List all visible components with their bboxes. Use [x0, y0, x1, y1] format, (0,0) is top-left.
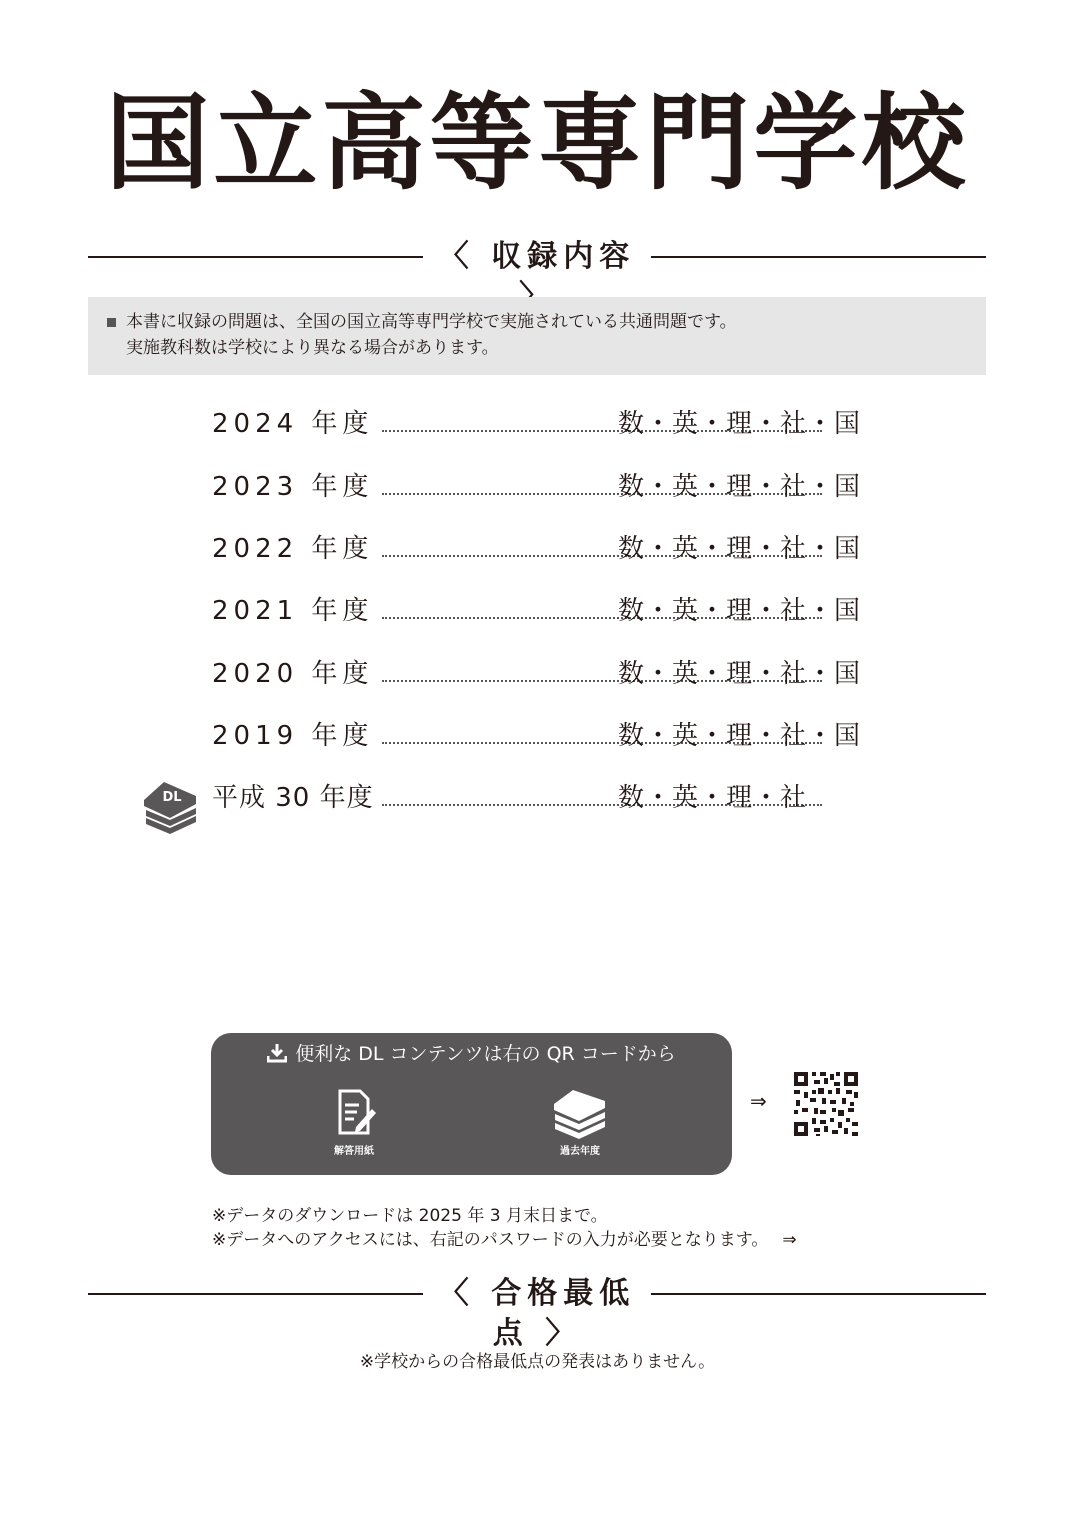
dl-badge-label: DL — [162, 790, 182, 805]
note-line-2: 実施教科数は学校により異なる場合があります。 — [126, 338, 499, 358]
download-icon — [267, 1043, 287, 1063]
contents-section-label: 〈 収録内容 — [438, 239, 636, 274]
subject-list: 数・英・理・社・国 — [618, 596, 862, 626]
note-box — [88, 297, 986, 375]
min-score-note: ※学校からの合格最低点の発表はありません。 — [359, 1352, 716, 1372]
divider-left — [88, 256, 423, 258]
answer-sheet-label: 解答用紙 — [334, 1146, 374, 1157]
answer-sheet-item — [294, 1087, 414, 1159]
divider-right — [651, 256, 986, 258]
footnote-password-text: ※データへのアクセスには、右記のパスワードの入力が必要となります。 — [212, 1230, 769, 1250]
subject-list: 数・英・理・社・国 — [618, 721, 862, 751]
dl-books-icon — [140, 778, 200, 834]
year-row-dl — [212, 778, 872, 818]
book-stack-icon — [551, 1087, 609, 1139]
past-years-label: 過去年度 — [560, 1146, 600, 1157]
footnote-download-deadline: ※データのダウンロードは 2025 年 3 月末日まで。 — [212, 1206, 608, 1226]
year-label: 2019 年度 — [212, 721, 374, 751]
answer-sheet-icon — [328, 1087, 380, 1139]
year-row — [212, 591, 872, 631]
subject-list: 数・英・理・社・国 — [618, 472, 862, 502]
year-label: 2023 年度 — [212, 472, 374, 502]
divider-left — [88, 1293, 423, 1295]
min-score-section-header — [88, 1274, 986, 1351]
note-line-1: 本書に収録の問題は、全国の国立高等専門学校で実施されている共通問題です。 — [126, 312, 737, 332]
year-row — [212, 467, 872, 507]
year-label: 2024 年度 — [212, 409, 374, 439]
dl-content-panel — [211, 1033, 732, 1175]
year-label: 2022 年度 — [212, 534, 374, 564]
year-label: 2020 年度 — [212, 659, 374, 689]
subject-list: 数・英・理・社・国 — [618, 534, 862, 564]
subject-list: 数・英・理・社・国 — [618, 659, 862, 689]
subject-list: 数・英・理・社 — [618, 783, 808, 813]
past-years-item — [520, 1087, 640, 1159]
footnote-password — [212, 1228, 797, 1252]
dl-panel-heading — [211, 1041, 732, 1067]
year-row — [212, 529, 872, 569]
dl-panel-heading-text: 便利な DL コンテンツは右の QR コードから — [295, 1043, 676, 1065]
year-label: 2021 年度 — [212, 596, 374, 626]
arrow-to-qr: ⇒ — [750, 1089, 767, 1113]
footnote-arrow: ⇒ — [782, 1230, 797, 1250]
divider-right — [651, 1293, 986, 1295]
year-row — [212, 716, 872, 756]
page-title: 国立高等専門学校 — [105, 82, 970, 204]
subject-list: 数・英・理・社・国 — [618, 409, 862, 439]
year-label: 平成 30 年度 — [212, 783, 374, 813]
min-score-section-label: 〈 合格最低点 〉 — [438, 1276, 636, 1351]
year-row — [212, 654, 872, 694]
bullet-square-icon — [107, 318, 116, 327]
contents-section-header — [88, 237, 986, 277]
qr-code[interactable] — [792, 1070, 860, 1138]
year-row — [212, 404, 872, 444]
